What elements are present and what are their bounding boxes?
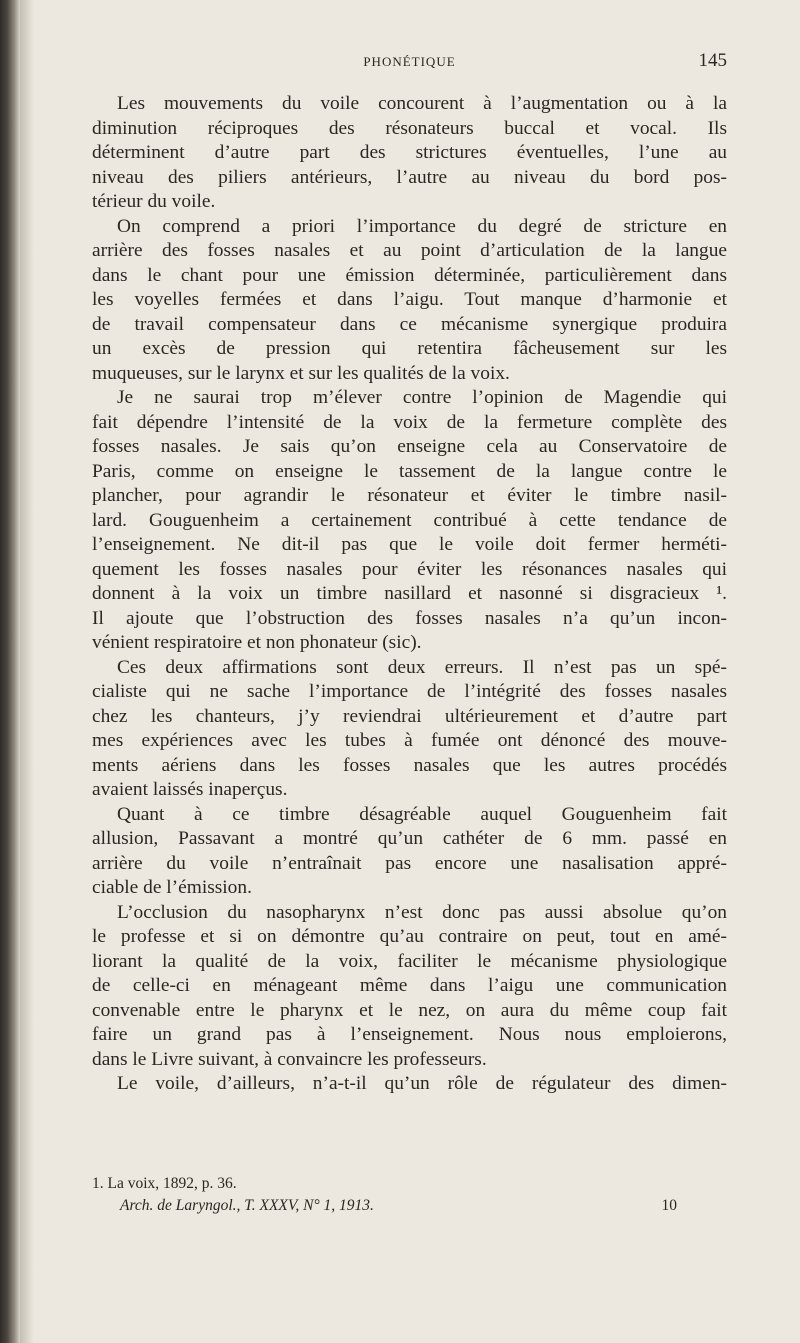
text-line: liorant la qualité de la voix, faciliter le mécanisme physiologique	[92, 950, 727, 972]
book-binding-edge	[0, 0, 20, 1343]
text-line: Les mouvements du voile concourent à l’augmentation ou à la	[117, 93, 727, 114]
text-line: cialiste qui ne sache l’importance de l’intégrité des fosses nasales	[92, 681, 727, 702]
text-line: arrière du voile n’entraînait pas encore une nasalisation appré-	[92, 852, 727, 874]
text-line: dans le Livre suivant, à convaincre les professeurs.	[92, 1048, 487, 1070]
text-line: Paris, comme on enseigne le tassement de la langue contre le	[92, 460, 727, 482]
journal-citation	[92, 1195, 727, 1217]
page-number: 145	[698, 50, 727, 71]
text-line: le professe et si on démontre qu’au contraire on peut, tout en amé-	[92, 926, 727, 947]
text-line: de celle-ci en ménageant même dans l’aigu une communication	[92, 975, 727, 996]
text-line: Quant à ce timbre désagréable auquel Gouguenheim fait	[117, 803, 727, 825]
text-line: Je ne saurai trop m’élever contre l’opinion de Magendie qui	[117, 387, 727, 408]
footnote-1: 1. La voix, 1892, p. 36.	[92, 1175, 237, 1192]
text-line: diminution réciproques des résonateurs buccal et vocal. Ils	[92, 117, 727, 139]
text-line: ciable de l’émission.	[92, 877, 252, 898]
text-line: térieur du voile.	[92, 191, 216, 212]
text-line: Ces deux affirmations sont deux erreurs. Il n’est pas un spé-	[117, 656, 727, 678]
text-line: arrière des fosses nasales et au point d’articulation de la langue	[92, 240, 727, 261]
text-line: On comprend a priori l’importance du degré de stricture en	[117, 215, 727, 237]
text-line: Il ajoute que l’obstruction des fosses nasales n’a qu’un incon-	[92, 607, 727, 629]
text-line: faire un grand pas à l’enseignement. Nous nous emploierons,	[92, 1024, 727, 1045]
text-line: fosses nasales. Je sais qu’on enseigne cela au Conservatoire de	[92, 436, 727, 457]
text-line: de travail compensateur dans ce mécanisme synergique produira	[92, 313, 727, 335]
text-line: convenable entre le pharynx et le nez, on aura du même coup fait	[92, 999, 727, 1021]
text-line: vénient respiratoire et non phonateur (sic).	[92, 632, 422, 653]
text-line: l’enseignement. Ne dit-il pas que le voile doit fermer herméti-	[92, 534, 727, 555]
text-line: fait dépendre l’intensité de la voix de la fermeture complète des	[92, 411, 727, 433]
text-line: les voyelles fermées et dans l’aigu. Tout manque d’harmonie et	[92, 289, 727, 310]
text-line: allusion, Passavant a montré qu’un cathéter de 6 mm. passé en	[92, 828, 727, 849]
text-line: chez les chanteurs, j’y reviendrai ultérieurement et d’autre part	[92, 705, 727, 727]
gutter-shadow	[20, 0, 34, 1343]
text-line: mes expériences avec les tubes à fumée ont dénoncé des mouve-	[92, 730, 727, 751]
text-line: avaient laissés inaperçus.	[92, 779, 288, 800]
text-line: déterminent d’autre part des strictures éventuelles, l’une au	[92, 142, 727, 163]
running-title: PHONÉTIQUE	[363, 54, 456, 69]
text-line: lard. Gouguenheim a certainement contribué à cette tendance de	[92, 509, 727, 531]
text-line: muqueuses, sur le larynx et sur les qualités de la voix.	[92, 362, 510, 384]
footnote-area	[92, 1173, 727, 1217]
text-line: Le voile, d’ailleurs, n’a-t-il qu’un rôle de régulateur des dimen-	[117, 1073, 727, 1094]
body-text	[92, 92, 727, 1097]
text-line: un excès de pression qui retentira fâcheusement sur les	[92, 338, 727, 359]
text-line: donnent à la voix un timbre nasillard et nasonné si disgracieux ¹.	[92, 583, 727, 604]
text-line: L’occlusion du nasopharynx n’est donc pas aussi absolue qu’on	[117, 901, 727, 923]
signature-number: 10	[661, 1197, 677, 1214]
text-line: ments aériens dans les fosses nasales que les autres procédés	[92, 754, 727, 776]
text-line: dans le chant pour une émission déterminée, particulièrement dans	[92, 264, 727, 286]
text-line: quement les fosses nasales pour éviter les résonances nasales qui	[92, 558, 727, 580]
journal-citation-text: Arch. de Laryngol., T. XXXV, N° 1, 1913.	[120, 1197, 374, 1214]
page-header	[92, 50, 727, 76]
text-line: plancher, pour agrandir le résonateur et éviter le timbre nasil-	[92, 485, 727, 506]
text-line: niveau des piliers antérieurs, l’autre au niveau du bord pos-	[92, 166, 727, 188]
